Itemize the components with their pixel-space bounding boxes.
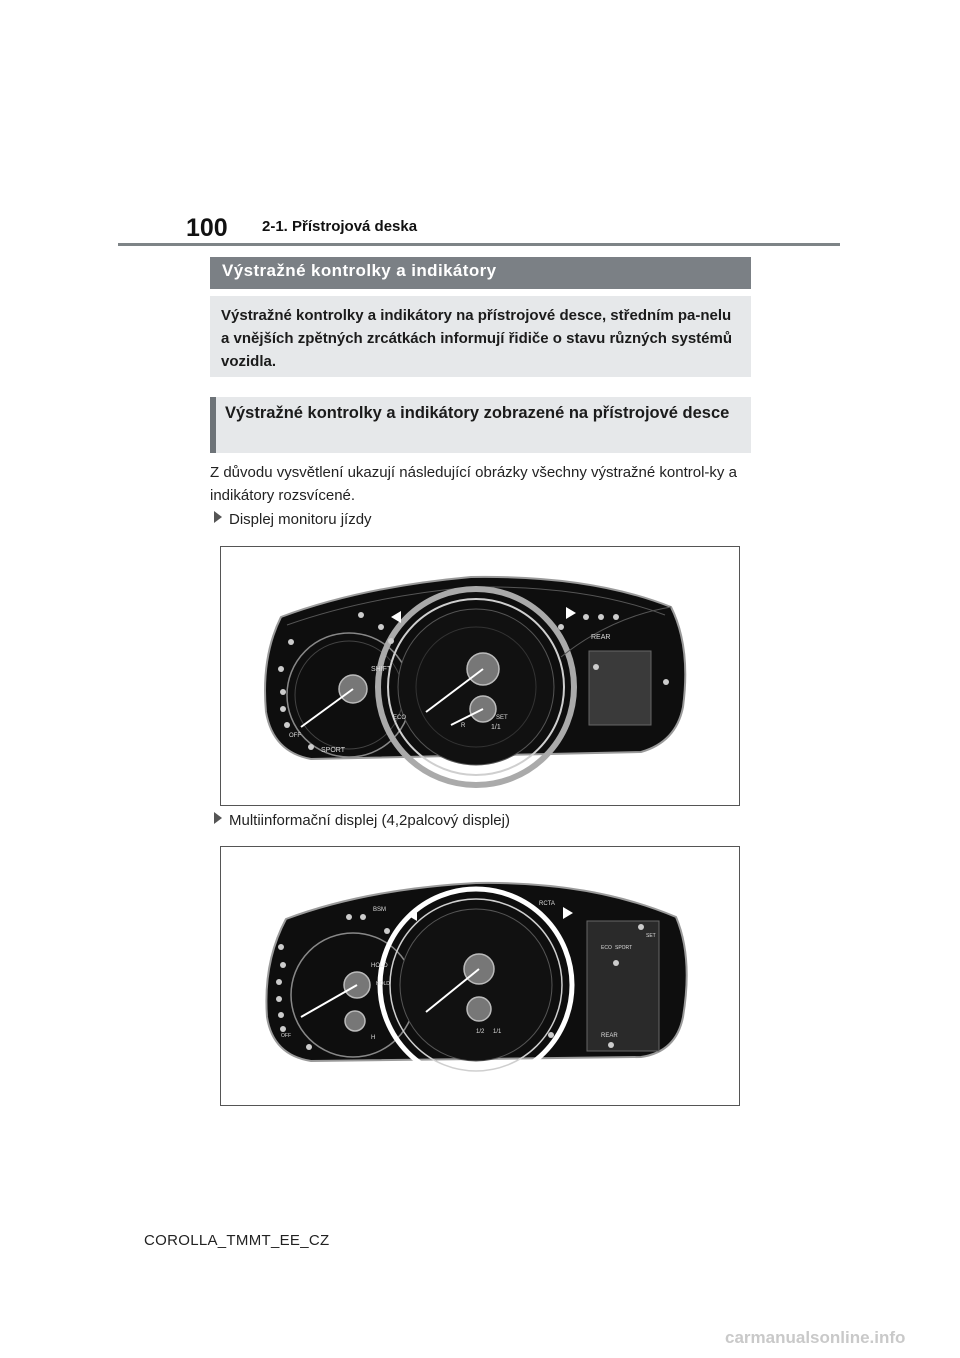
figure-drive-monitor-cluster xyxy=(220,546,740,806)
intro-box: Výstražné kontrolky a indikátory na přístrojové desce, středním pa-nelu a vnějších zpětných zrcátkách informují řidiče o stavu různých systémů vozidla. xyxy=(210,296,751,377)
triangle-bullet-icon xyxy=(214,511,222,523)
label-shift: SHIFT xyxy=(371,666,392,673)
label-fuel-full: 1/1 xyxy=(493,1029,502,1035)
label-sport: SPORT xyxy=(321,747,345,754)
label-set: SET xyxy=(496,715,508,721)
cluster-illustration-2 xyxy=(221,847,739,1105)
label-hold-2: HOLD xyxy=(376,981,390,987)
label-sport: SPORT xyxy=(615,945,633,951)
figure-multi-info-cluster xyxy=(220,846,740,1106)
label-rear: REAR xyxy=(601,1033,618,1039)
section-header: 2-1. Přístrojová deska xyxy=(262,218,418,235)
label-hold-1: HOLD xyxy=(371,963,388,969)
label-eco: ECO xyxy=(601,945,612,951)
watermark: carmanualsonline.info xyxy=(725,1328,906,1347)
label-eco: ECO xyxy=(393,715,407,721)
section-title-bar: Výstražné kontrolky a indikátory xyxy=(210,257,751,289)
label-bsm: BSM xyxy=(373,907,387,913)
bullet-multi-info-display xyxy=(214,812,510,829)
label-fuel-half: 1/2 xyxy=(476,1029,485,1035)
bullet-drive-monitor xyxy=(214,511,372,528)
page-number: 100 xyxy=(186,214,228,242)
bullet-label: Multiinformační displej (4,2palcový displej) xyxy=(229,812,510,829)
label-tcs-off: OFF xyxy=(289,733,301,739)
triangle-bullet-icon xyxy=(214,812,222,824)
label-rear: REAR xyxy=(591,634,611,641)
subsection-heading: Výstražné kontrolky a indikátory zobrazené na přístrojové desce xyxy=(210,397,751,453)
label-rcta: RCTA xyxy=(539,901,555,907)
cluster-illustration-1 xyxy=(221,547,739,805)
label-fuel-full: 1/1 xyxy=(491,724,501,731)
bullet-label: Displej monitoru jízdy xyxy=(229,511,372,528)
label-r: R xyxy=(461,723,466,729)
label-set: SET xyxy=(646,933,656,939)
header-rule xyxy=(118,243,840,246)
label-h: H xyxy=(371,1035,376,1041)
body-paragraph: Z důvodu vysvětlení ukazují následující obrázky všechny výstražné kontrol-ky a indikátory rozsvícené. xyxy=(210,464,737,504)
footer-document-code: COROLLA_TMMT_EE_CZ xyxy=(144,1232,330,1249)
label-off: OFF xyxy=(281,1033,291,1039)
